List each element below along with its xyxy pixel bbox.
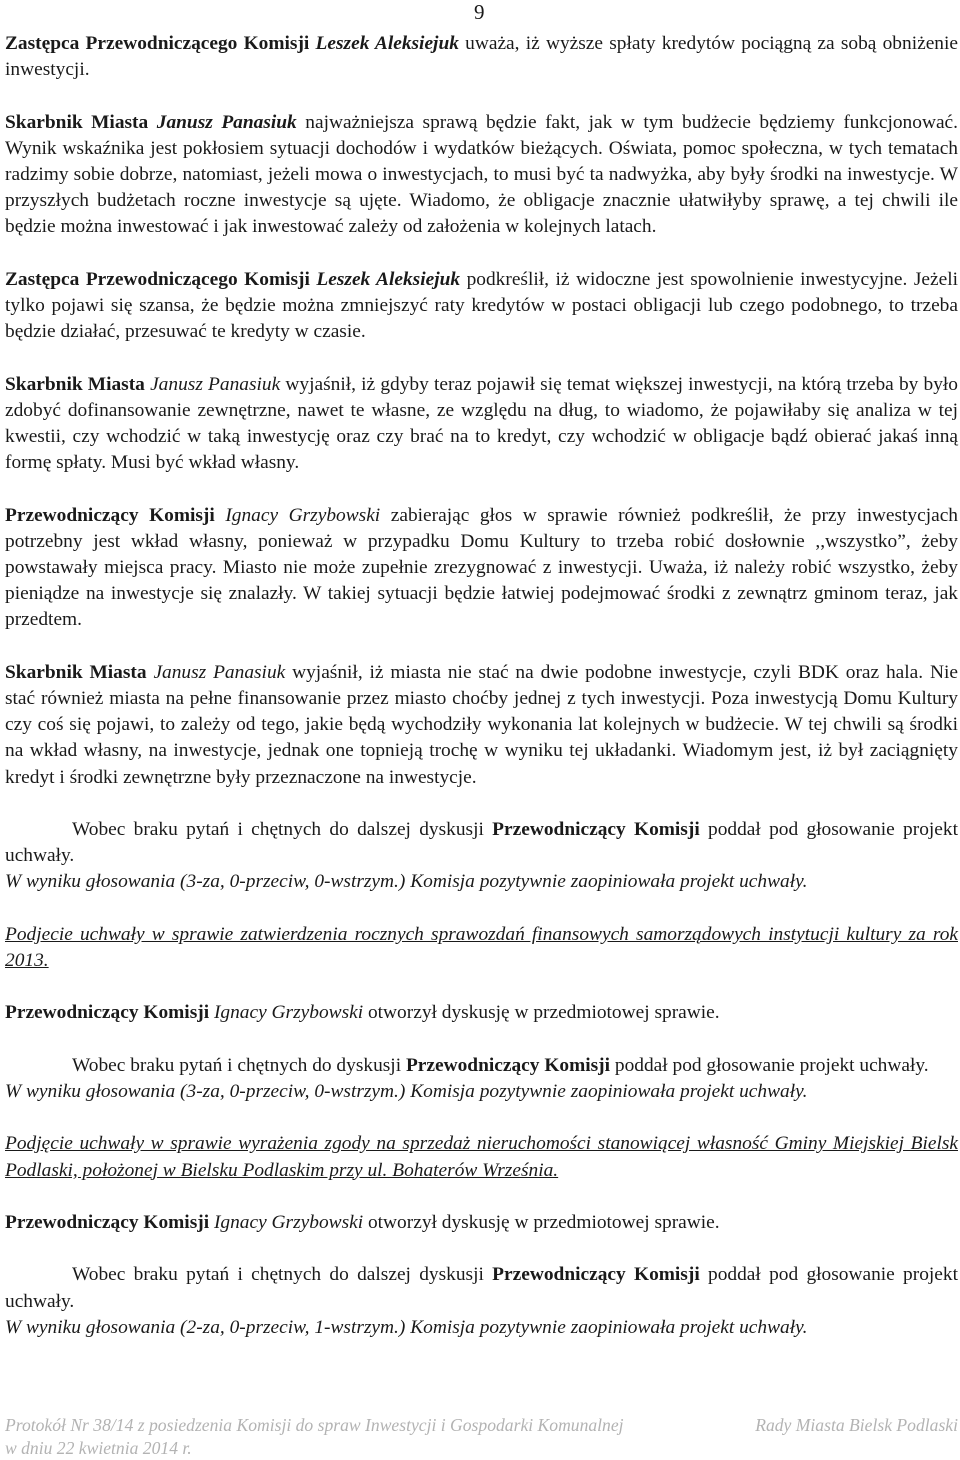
speaker-name: Ignacy Grzybowski bbox=[225, 504, 381, 526]
paragraph-text: najważniejsza sprawą będzie fakt, jak w tym budżecie będziemy funkcjonować. Wynik wskaźnika jest pokłosiem sytuacji dochodów i wydatków bieżących. Oświata, pomoc społeczna, w tych tematach radzimy sobie dobrze, natomiast, jeżeli mowa o inwestycjach, to musi być ta nadwyżka, aby były środki na inwestycje. W przyszłych budżetach roczne inwestycje są ujęte. Wiadomo, że obligacje znacznie ułatwiłyby sprawę, a tej chwili ile będzie można inwestować i jak inwestować zależy od założenia w kolejnych latach. bbox=[5, 111, 959, 238]
paragraph-text: wyjaśnił, iż gdyby teraz pojawił się temat większej inwestycji, na którą trzeba by było zdobyć dofinansowanie zewnętrzne, nawet te własne, ze względu na dług, to wiadomo, że pojawiłaby się analiza w tej kwestii, czy wchodzić w taką inwestycję oraz czy brać na to kredyt, czy wchodzić w obligacje bądź obierać jakaś inną formę spłaty. Musi być wkład własny. bbox=[5, 373, 958, 474]
vote-result-1: W wyniku głosowania (3-za, 0-przeciw, 0-wstrzym.) Komisja pozytywnie zaopiniowała projekt uchwały. bbox=[5, 871, 808, 893]
speaker-role: Przewodniczący Komisji bbox=[492, 1264, 700, 1286]
footer-protocol: Protokół Nr 38/14 z posiedzenia Komisji do spraw Inwestycji i Gospodarki Komunalnej bbox=[5, 1415, 624, 1435]
speaker-role: Skarbnik Miasta bbox=[5, 661, 147, 683]
discussion-open-2: Przewodniczący Komisji Ignacy Grzybowski otworzył dyskusję w przedmiotowej sprawie. bbox=[5, 1211, 720, 1233]
page-footer bbox=[5, 1414, 958, 1460]
agenda-heading-1: Podjecie uchwały w sprawie zatwierdzenia rocznych sprawozdań finansowych samorządowych instytucji kultury za rok 2013. bbox=[5, 923, 958, 971]
speaker-name: Janusz Panasiuk bbox=[156, 111, 297, 133]
speaker-name: Leszek Aleksiejuk bbox=[315, 33, 459, 54]
speaker-name: Ignacy Grzybowski bbox=[213, 1002, 364, 1024]
vote-result-3: W wyniku głosowania (2-za, 0-przeciw, 1-wstrzym.) Komisja pozytywnie zaopiniowała projekt uchwały. bbox=[5, 1316, 808, 1338]
speaker-name: Leszek Aleksiejuk bbox=[316, 268, 461, 290]
agenda-heading-2: Podjęcie uchwały w sprawie wyrażenia zgody na sprzedaż nieruchomości stanowiącej własność Gminy Miejskiej Bielsk Podlaski, położonej w Bielsku Podlaskim przy ul. Bohaterów Września. bbox=[5, 1133, 958, 1181]
vote-call-2: Wobec braku pytań i chętnych do dyskusji Przewodniczący Komisji poddał pod głosowanie projekt uchwały. bbox=[72, 1054, 929, 1076]
footer-date: w dniu 22 kwietnia 2014 r. bbox=[5, 1438, 192, 1458]
footer-council: Rady Miasta Bielsk Podlaski bbox=[755, 1415, 958, 1435]
discussion-open-1: Przewodniczący Komisji Ignacy Grzybowski otworzył dyskusję w przedmiotowej sprawie. bbox=[5, 1002, 720, 1024]
paragraph-text: podkreślił, iż widoczne jest spowolnienie inwestycyjne. Jeżeli tylko pojawi się szansa, że będzie można zmniejszyć raty kredytów w postaci obligacji lub czego podobnego, to trzeba będzie działać, przesuwać te kredyty w czasie. bbox=[5, 268, 958, 343]
speaker-role: Przewodniczący Komisji bbox=[405, 1054, 611, 1076]
paragraph-text: wyjaśnił, iż miasta nie stać na dwie podobne inwestycje, czyli BDK oraz hala. Nie stać również miasta na pełne finansowanie przez miasto choćby jednej z tych inwestycji. Poza inwestycją Domu Kultury czy coś się pojawi, to zależy od tego, jakie będą wychodziły wykonania lat kolejnych w budżecie. W tej chwili są środki na wkład własny, na inwestycje, jednak one topnieją trochę w wyniku tej układanki. Wiadomym jest, iż był zaciągnięty kredyt i środki zewnętrzne były przeznaczone na inwestycje. bbox=[5, 661, 958, 788]
page-number: 9 bbox=[474, 0, 485, 24]
speaker-role: Skarbnik Miasta bbox=[5, 111, 149, 133]
paragraph-aleksiejuk-1 bbox=[5, 31, 958, 83]
vote-call-3: Wobec braku pytań i chętnych do dalszej dyskusji Przewodniczący Komisji poddał pod głosowanie projekt uchwały. bbox=[5, 1264, 958, 1312]
paragraph-grzybowski-1 bbox=[5, 503, 958, 634]
speaker-role: Przewodniczący Komisji bbox=[492, 819, 700, 840]
vote-call-1: Wobec braku pytań i chętnych do dalszej dyskusji Przewodniczący Komisji poddał pod głosowanie projekt uchwały. bbox=[5, 819, 958, 867]
speaker-role: Zastępca Przewodniczącego Komisji bbox=[5, 33, 310, 54]
speaker-name: Janusz Panasiuk bbox=[153, 661, 286, 683]
paragraph-text: uważa, iż wyższe spłaty kredytów pociągną za sobą obniżenie inwestycji. bbox=[5, 33, 958, 81]
speaker-role: Skarbnik Miasta bbox=[5, 373, 145, 395]
paragraph-text: zabierając głos w sprawie również podkreślił, że przy inwestycjach potrzebny jest wkład własny, ponieważ w przypadku Domu Kultury to trzeba robić dosłownie ,,wszystko”, żeby powstawały miejsca pracy. Miasto nie może zupełnie zrezygnować z inwestycji. Uważa, iż należy robić wszystko, żeby pieniądze na inwestycje się znalazły. W takiej sytuacji będzie łatwiej podejmować środki z zewnątrz gminom teraz, jak przedtem. bbox=[5, 504, 958, 631]
document-body bbox=[5, 31, 958, 1367]
speaker-role: Przewodniczący Komisji bbox=[5, 1211, 210, 1233]
paragraph-aleksiejuk-2 bbox=[5, 267, 958, 346]
speaker-role: Przewodniczący Komisji bbox=[5, 1002, 210, 1024]
paragraph-panasiuk-2 bbox=[5, 372, 958, 477]
paragraph-panasiuk-3 bbox=[5, 660, 958, 791]
speaker-name: Ignacy Grzybowski bbox=[213, 1211, 364, 1233]
speaker-name: Janusz Panasiuk bbox=[150, 373, 281, 395]
speaker-role: Zastępca Przewodniczącego Komisji bbox=[5, 268, 310, 290]
vote-result-2: W wyniku głosowania (3-za, 0-przeciw, 0-wstrzym.) Komisja pozytywnie zaopiniowała projekt uchwały. bbox=[5, 1080, 808, 1102]
paragraph-panasiuk-1 bbox=[5, 110, 958, 241]
speaker-role: Przewodniczący Komisji bbox=[5, 504, 215, 526]
